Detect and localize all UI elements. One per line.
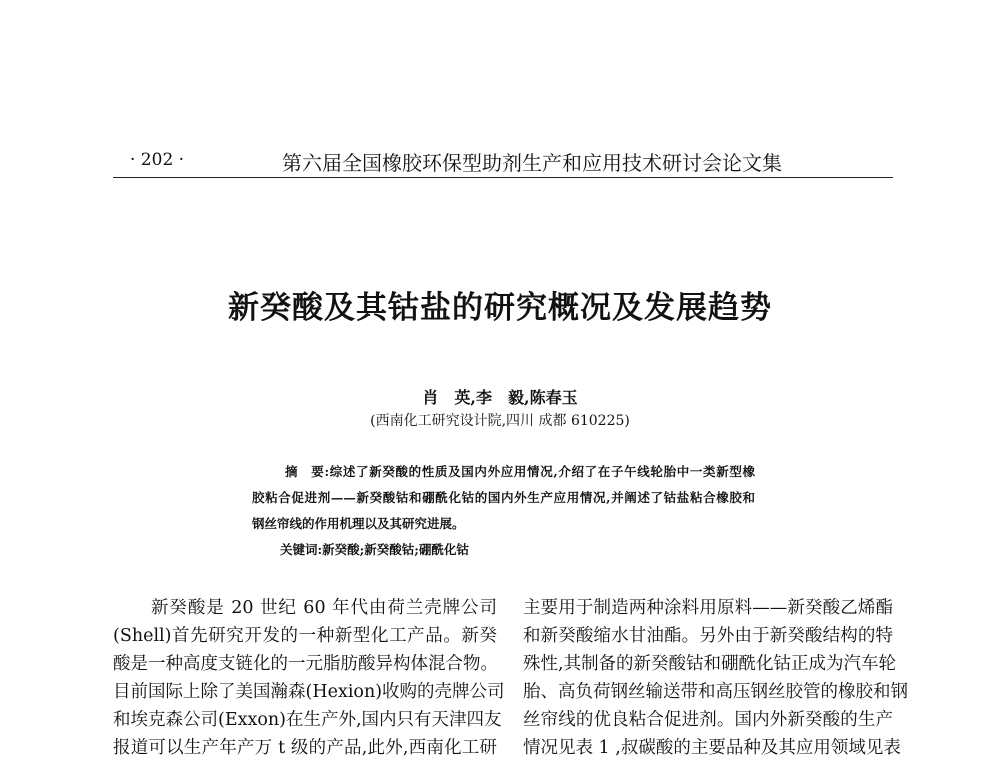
abstract-line: 摘 要:综述了新癸酸的性质及国内外应用情况,介绍了在子午线轮胎中一类新型橡	[285, 464, 755, 479]
abstract-line: 钢丝帘线的作用机理以及其研究进展。	[252, 516, 465, 531]
body-line: 和新癸酸缩水甘油酯。另外由于新癸酸结构的特	[523, 626, 893, 646]
header-rule	[113, 177, 893, 178]
running-header: 第六届全国橡胶环保型助剂生产和应用技术研讨会论文集	[282, 151, 782, 175]
abstract-line: 胶粘合促进剂——新癸酸钴和硼酰化钴的国内外生产应用情况,并阐述了钴盐粘合橡胶和	[252, 490, 755, 505]
article-title: 新癸酸及其钴盐的研究概况及发展趋势	[228, 290, 772, 326]
page-number: · 202 ·	[130, 150, 185, 170]
authors: 肖 英,李 毅,陈春玉	[422, 388, 578, 407]
body-line: 目前国际上除了美国瀚森(Hexion)收购的壳牌公司	[113, 682, 505, 702]
body-line: 情况见表 1 ,叔碳酸的主要品种及其应用领域见表	[523, 738, 901, 758]
body-line: 新癸酸是 20 世纪 60 年代由荷兰壳牌公司	[151, 598, 497, 618]
body-line: 和埃克森公司(Exxon)在生产外,国内只有天津四友	[113, 710, 502, 730]
affiliation: (西南化工研究设计院,四川 成都 610225)	[370, 413, 630, 429]
body-line: 酸是一种高度支链化的一元脂肪酸异构体混合物。	[113, 654, 498, 674]
body-line: 报道可以生产年产万 t 级的产品,此外,西南化工研	[113, 738, 497, 758]
body-line: 主要用于制造两种涂料用原料——新癸酸乙烯酯	[523, 598, 893, 618]
body-line: (Shell)首先研究开发的一种新型化工产品。新癸	[113, 626, 497, 646]
body-line: 胎、高负荷钢丝输送带和高压钢丝胶管的橡胶和钢	[523, 682, 908, 702]
keywords: 关键词:新癸酸;新癸酸钴;硼酰化钴	[280, 542, 469, 557]
body-line: 丝帘线的优良粘合促进剂。国内外新癸酸的生产	[523, 710, 893, 730]
body-line: 殊性,其制备的新癸酸钴和硼酰化钴正成为汽车轮	[523, 654, 897, 674]
